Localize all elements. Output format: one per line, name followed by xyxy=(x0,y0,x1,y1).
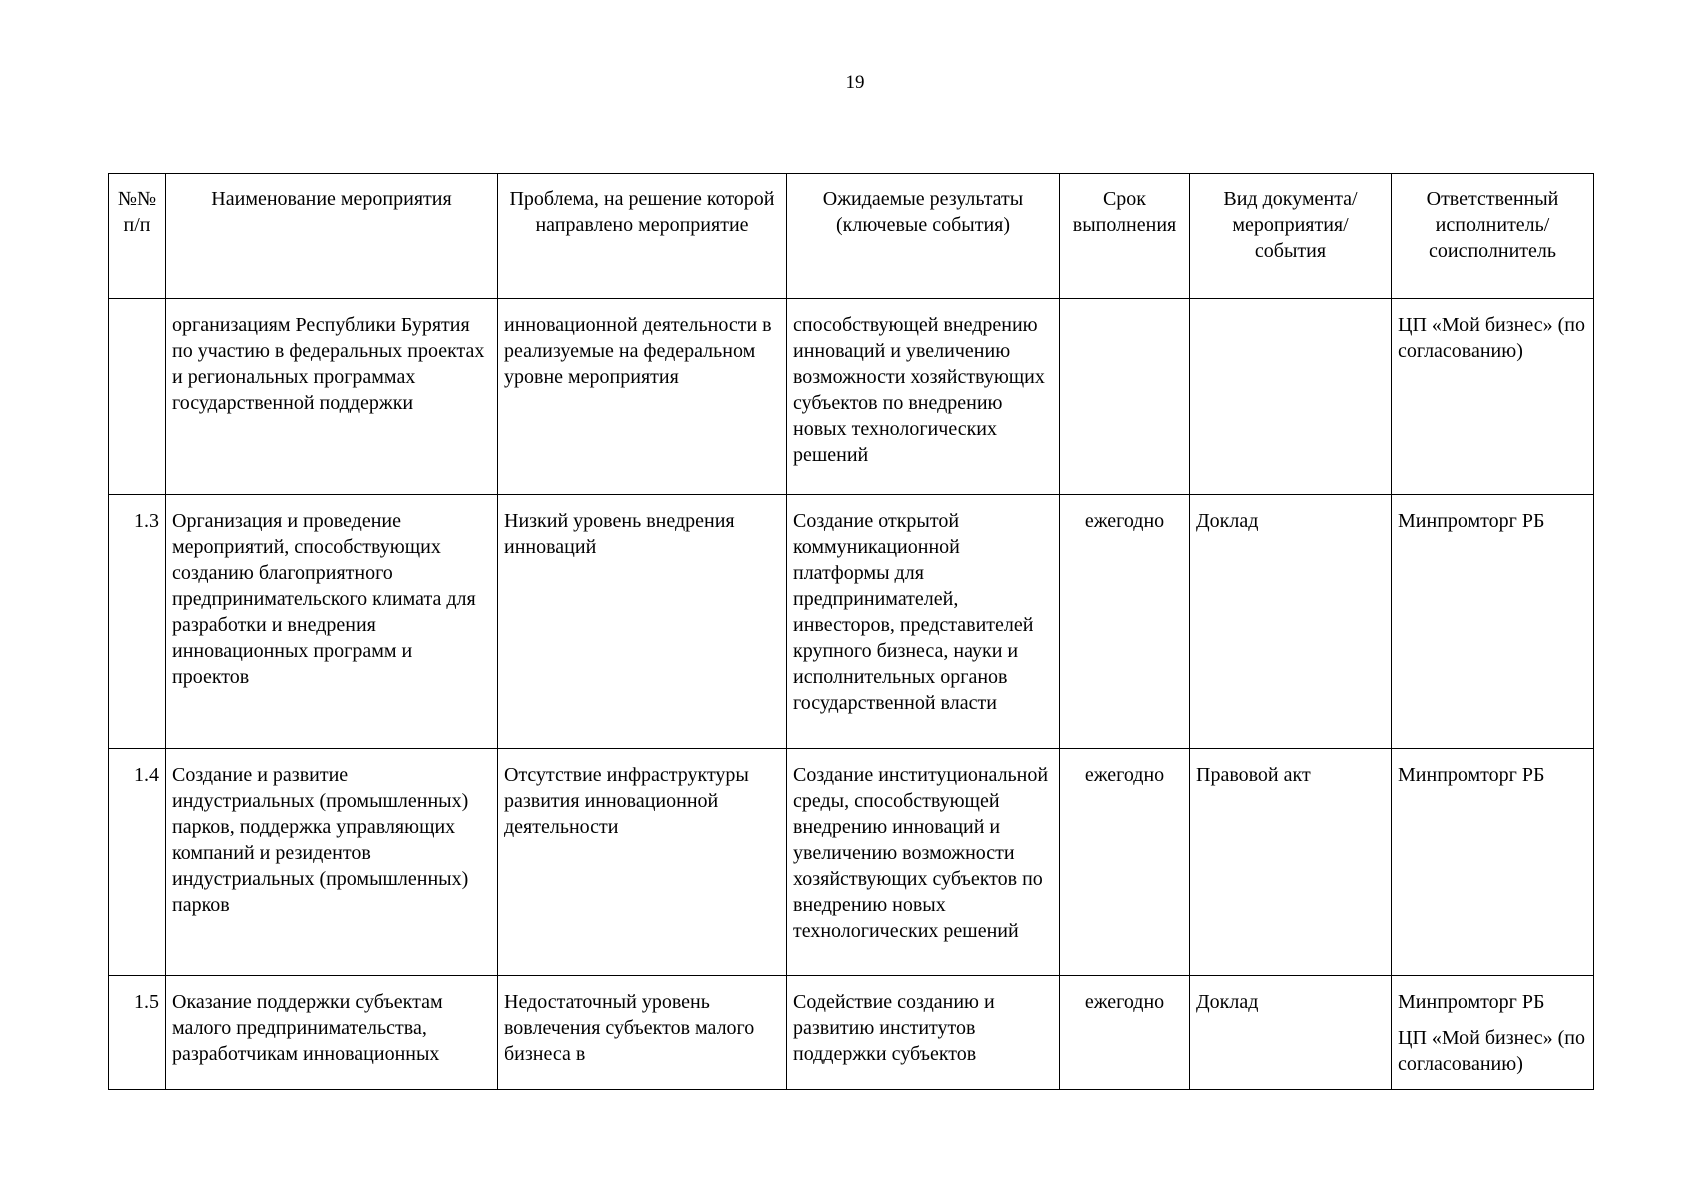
row-problem: Низкий уровень внедрения инноваций xyxy=(498,495,787,749)
row-expected-results: Создание институциональной среды, способствующей внедрению инноваций и увеличению возможности хозяйствующих субъектов по внедрению новых технологических решений xyxy=(787,749,1060,976)
header-number: №№ п/п xyxy=(109,174,166,299)
row-document-type xyxy=(1190,299,1392,495)
action-plan-table xyxy=(108,173,1594,1090)
table-row xyxy=(109,976,1594,1090)
row-problem: инновационной деятельности в реализуемые на федеральном уровне мероприятия xyxy=(498,299,787,495)
row-document-type: Доклад xyxy=(1190,495,1392,749)
executor-name: Минпромторг РБ xyxy=(1398,991,1545,1013)
header-problem: Проблема, на решение которой направлено мероприятие xyxy=(498,174,787,299)
row-expected-results: Содействие созданию и развитию институтов поддержки субъектов xyxy=(787,976,1060,1090)
row-executor xyxy=(1392,976,1594,1090)
executor-name: Минпромторг РБ xyxy=(1398,764,1545,786)
row-document-type: Правовой акт xyxy=(1190,749,1392,976)
header-expected-results: Ожидаемые результаты (ключевые события) xyxy=(787,174,1060,299)
executor-name: Минпромторг РБ xyxy=(1398,510,1545,532)
row-event-name: Организация и проведение мероприятий, способствующих созданию благоприятного предпринимательского климата для разработки и внедрения инновационных программ и проектов xyxy=(166,495,498,749)
header-event-name: Наименование мероприятия xyxy=(166,174,498,299)
row-executor xyxy=(1392,749,1594,976)
row-event-name: организациям Республики Бурятия по участию в федеральных проектах и региональных программах государственной поддержки xyxy=(166,299,498,495)
row-number xyxy=(109,299,166,495)
co-executor-name: ЦП «Мой бизнес» (по согласованию) xyxy=(1398,1027,1585,1075)
row-document-type: Доклад xyxy=(1190,976,1392,1090)
row-term: ежегодно xyxy=(1060,976,1190,1090)
table-row xyxy=(109,299,1594,495)
table-row xyxy=(109,749,1594,976)
executor-name: ЦП «Мой бизнес» (по согласованию) xyxy=(1398,314,1585,362)
row-number: 1.3 xyxy=(109,495,166,749)
row-term: ежегодно xyxy=(1060,749,1190,976)
table-header-row xyxy=(109,174,1594,299)
table-row xyxy=(109,495,1594,749)
row-event-name: Создание и развитие индустриальных (промышленных) парков, поддержка управляющих компаний и резидентов индустриальных (промышленных) парков xyxy=(166,749,498,976)
row-problem: Недостаточный уровень вовлечения субъектов малого бизнеса в xyxy=(498,976,787,1090)
header-executor: Ответственный исполнитель/ соисполнитель xyxy=(1392,174,1594,299)
row-expected-results: Создание открытой коммуникационной платформы для предпринимателей, инвесторов, представителей крупного бизнеса, науки и исполнительных органов государственной власти xyxy=(787,495,1060,749)
row-number: 1.5 xyxy=(109,976,166,1090)
row-problem: Отсутствие инфраструктуры развития инновационной деятельности xyxy=(498,749,787,976)
page-number: 19 xyxy=(845,72,865,93)
row-term: ежегодно xyxy=(1060,495,1190,749)
row-expected-results: способствующей внедрению инноваций и увеличению возможности хозяйствующих субъектов по внедрению новых технологических решений xyxy=(787,299,1060,495)
header-term: Срок выполнения xyxy=(1060,174,1190,299)
row-executor xyxy=(1392,299,1594,495)
header-document-type: Вид документа/ мероприятия/ события xyxy=(1190,174,1392,299)
row-term xyxy=(1060,299,1190,495)
row-number: 1.4 xyxy=(109,749,166,976)
row-executor xyxy=(1392,495,1594,749)
row-event-name: Оказание поддержки субъектам малого предпринимательства, разработчикам инновационных xyxy=(166,976,498,1090)
